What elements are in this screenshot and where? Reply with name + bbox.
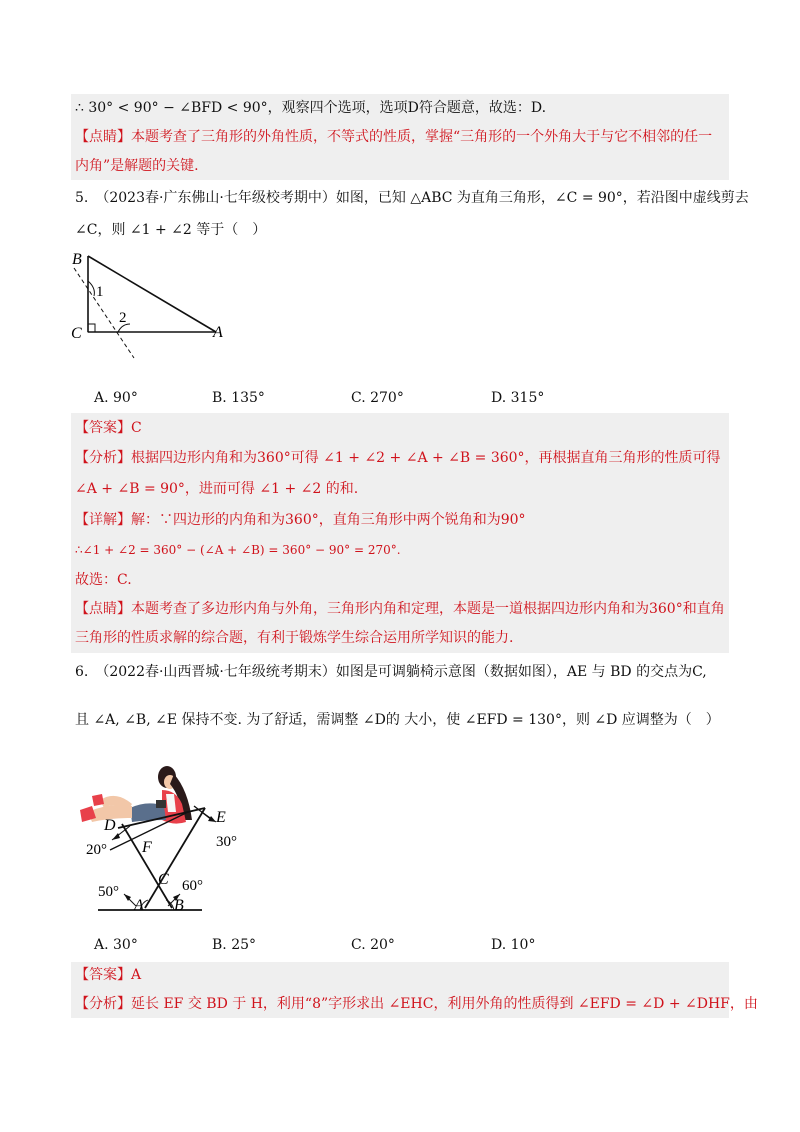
q5-detail-line2: ∴∠1 + ∠2 = 360° − (∠A + ∠B) = 360° − 90° = 270°. — [75, 543, 401, 557]
q6-answer: 【答案】A — [75, 967, 142, 983]
q5-label-A: A — [213, 324, 223, 341]
q4-comment-line1: 【点睛】本题考查了三角形的外角性质，不等式的性质，掌握“三角形的一个外角大于与它不相邻的任一 — [75, 129, 713, 145]
q5-analysis-line1: 【分析】根据四边形内角和为360°可得 ∠1 + ∠2 + ∠A + ∠B = 360°，再根据直角三角形的性质可得 — [75, 450, 721, 466]
q5-comment-line2: 三角形的性质求解的综合题，有利于锻炼学生综合运用所学知识的能力. — [75, 630, 514, 646]
q5-angle-2: 2 — [119, 310, 127, 326]
q6-option-a: A. 30° — [94, 937, 138, 953]
q5-label-B: B — [72, 251, 82, 268]
q6-option-c: C. 20° — [351, 937, 395, 953]
q6-stem-line2: 且 ∠A, ∠B, ∠E 保持不变. 为了舒适，需调整 ∠D的 大小，使 ∠EFD = 130°，则 ∠D 应调整为（ ） — [75, 712, 720, 728]
q5-triangle-figure — [66, 246, 236, 366]
q5-choose: 故选：C. — [75, 572, 132, 588]
q5-stem-line1: 5. （2023春·广东佛山·七年级校考期中）如图，已知 △ABC 为直角三角形，∠C = 90°，若沿图中虚线剪去 — [75, 190, 749, 206]
q4-conclusion: ∴ 30° < 90° − ∠BFD < 90°，观察四个选项，选项D符合题意，故选：D. — [75, 100, 547, 116]
q6-label-A: A — [134, 897, 144, 914]
q6-option-b: B. 25° — [212, 937, 257, 953]
q5-option-d: D. 315° — [491, 390, 545, 406]
q6-angle-30: 30° — [216, 834, 237, 850]
q5-label-C: C — [71, 325, 82, 342]
q6-options — [94, 935, 734, 957]
q6-option-d: D. 10° — [491, 937, 536, 953]
q5-stem-line2: ∠C，则 ∠1 + ∠2 等于（ ） — [75, 222, 267, 238]
q6-angle-20: 20° — [86, 842, 107, 858]
q5-option-c: C. 270° — [351, 390, 404, 406]
q5-angle-1: 1 — [96, 284, 104, 300]
q6-chair-figure — [70, 760, 260, 920]
q6-angle-50: 50° — [98, 884, 119, 900]
q6-label-F: F — [142, 839, 152, 856]
q5-option-b: B. 135° — [212, 390, 265, 406]
q5-options — [94, 388, 734, 410]
q5-detail-line1: 【详解】解：∵四边形的内角和为360°，直角三角形中两个锐角和为90° — [75, 512, 526, 528]
q6-label-C: C — [158, 871, 169, 888]
q5-comment-line1: 【点睛】本题考查了多边形内角与外角，三角形内角和定理，本题是一道根据四边形内角和为360°和直角 — [75, 601, 725, 617]
q5-answer: 【答案】C — [75, 420, 142, 436]
q5-option-a: A. 90° — [94, 390, 138, 406]
q4-comment-line2: 内角”是解题的关键. — [75, 158, 199, 174]
q6-stem-line1: 6. （2022春·山西晋城·七年级统考期末）如图是可调躺椅示意图（数据如图），AE 与 BD 的交点为C, — [75, 664, 707, 680]
q6-angle-60: 60° — [182, 878, 203, 894]
q6-label-B: B — [174, 897, 184, 914]
q5-analysis-line2: ∠A + ∠B = 90°，进而可得 ∠1 + ∠2 的和. — [75, 481, 359, 497]
q6-analysis-line1: 【分析】延长 EF 交 BD 于 H，利用“8”字形求出 ∠EHC，利用外角的性质得到 ∠EFD = ∠D + ∠DHF，由 — [75, 996, 758, 1012]
q6-label-D: D — [104, 817, 116, 834]
q6-label-E: E — [216, 809, 226, 826]
